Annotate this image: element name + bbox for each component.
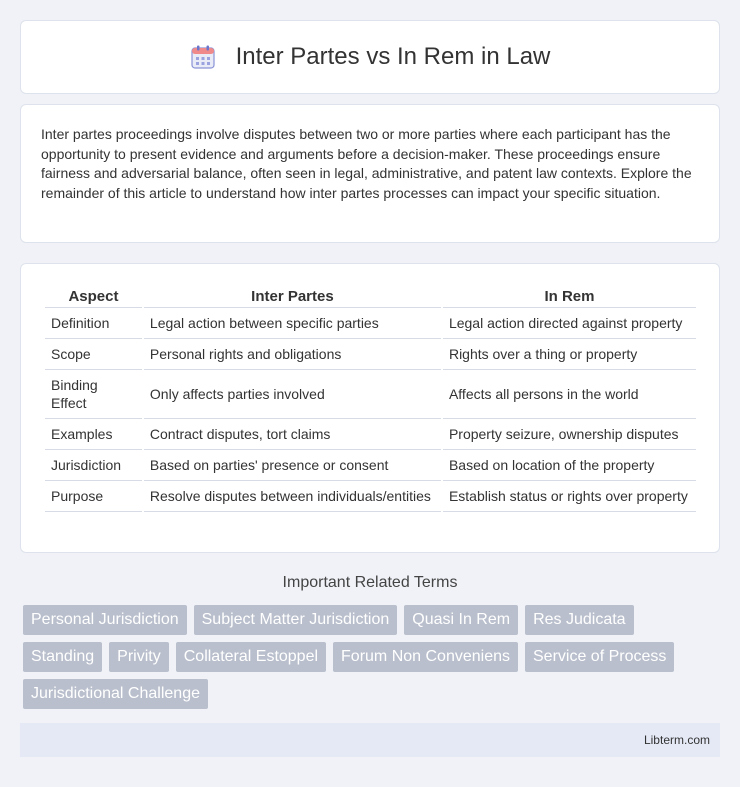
cell-inter-partes: Based on parties' presence or consent <box>144 450 441 481</box>
term-tag[interactable]: Collateral Estoppel <box>176 642 326 672</box>
cell-in-rem: Legal action directed against property <box>443 308 696 339</box>
cell-in-rem: Establish status or rights over property <box>443 481 696 512</box>
cell-in-rem: Rights over a thing or property <box>443 339 696 370</box>
cell-inter-partes: Resolve disputes between individuals/entities <box>144 481 441 512</box>
cell-in-rem: Affects all persons in the world <box>443 370 696 419</box>
header-aspect: Aspect <box>45 284 142 308</box>
cell-inter-partes: Legal action between specific parties <box>144 308 441 339</box>
table-row <box>45 308 696 339</box>
header-inter-partes: Inter Partes <box>144 284 441 308</box>
table-row <box>45 450 696 481</box>
table-row <box>45 481 696 512</box>
page-title: Inter Partes vs In Rem in Law <box>235 43 551 70</box>
term-tag[interactable]: Forum Non Conveniens <box>333 642 518 672</box>
intro-card <box>20 104 720 243</box>
cell-aspect: Definition <box>45 308 142 339</box>
comparison-table <box>43 284 698 512</box>
calendar-icon <box>190 44 216 70</box>
cell-inter-partes: Personal rights and obligations <box>144 339 441 370</box>
related-terms-list <box>23 605 723 716</box>
cell-aspect: Purpose <box>45 481 142 512</box>
cell-inter-partes: Only affects parties involved <box>144 370 441 419</box>
cell-in-rem: Based on location of the property <box>443 450 696 481</box>
term-tag[interactable]: Subject Matter Jurisdiction <box>194 605 398 635</box>
term-tag[interactable]: Personal Jurisdiction <box>23 605 187 635</box>
table-row <box>45 419 696 450</box>
term-tag[interactable]: Service of Process <box>525 642 674 672</box>
footer <box>20 723 720 757</box>
term-tag[interactable]: Quasi In Rem <box>404 605 518 635</box>
cell-aspect: Examples <box>45 419 142 450</box>
cell-aspect: Binding Effect <box>45 370 142 419</box>
cell-aspect: Jurisdiction <box>45 450 142 481</box>
title-card <box>20 20 720 94</box>
intro-text: Inter partes proceedings involve disputes between two or more parties where each participant has the opportunity to present evidence and arguments before a decision-maker. These proceedings ensure fairness and adversarial balance, often seen in legal, administrative, and patent law contexts. Explore the remainder of this article to understand how inter partes processes can impact your specific situation. <box>41 126 692 201</box>
table-row <box>45 370 696 419</box>
term-tag[interactable]: Standing <box>23 642 102 672</box>
cell-inter-partes: Contract disputes, tort claims <box>144 419 441 450</box>
term-tag[interactable]: Res Judicata <box>525 605 634 635</box>
header-in-rem: In Rem <box>443 284 696 308</box>
table-header-row <box>45 284 696 308</box>
comparison-card <box>20 263 720 553</box>
footer-site-link[interactable]: Libterm.com <box>643 733 710 747</box>
related-terms-title: Important Related Terms <box>282 574 458 591</box>
cell-aspect: Scope <box>45 339 142 370</box>
cell-in-rem: Property seizure, ownership disputes <box>443 419 696 450</box>
term-tag[interactable]: Jurisdictional Challenge <box>23 679 208 709</box>
term-tag[interactable]: Privity <box>109 642 169 672</box>
table-row <box>45 339 696 370</box>
